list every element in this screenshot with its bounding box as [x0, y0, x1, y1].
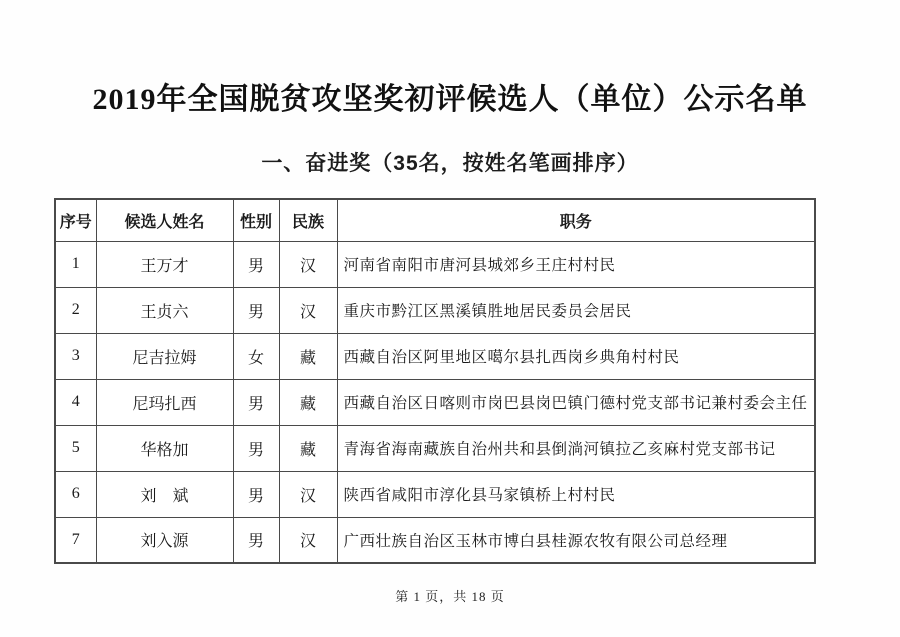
cell-gender: 男: [233, 241, 279, 287]
cell-ethnicity: 汉: [279, 241, 337, 287]
cell-name: 王贞六: [96, 287, 233, 333]
table-row: [55, 241, 815, 287]
table-header-row: [55, 199, 815, 241]
cell-position: 西藏自治区日喀则市岗巴县岗巴镇门德村党支部书记兼村委会主任: [337, 379, 815, 425]
table-header: [55, 199, 815, 241]
header-candidate-name: 候选人姓名: [96, 199, 233, 241]
table-row: [55, 517, 815, 563]
cell-serial: 6: [55, 471, 96, 517]
table-row: [55, 333, 815, 379]
cell-position: 青海省海南藏族自治州共和县倒淌河镇拉乙亥麻村党支部书记: [337, 425, 815, 471]
cell-position: 广西壮族自治区玉林市博白县桂源农牧有限公司总经理: [337, 517, 815, 563]
cell-name: 尼吉拉姆: [96, 333, 233, 379]
cell-serial: 4: [55, 379, 96, 425]
cell-gender: 男: [233, 379, 279, 425]
cell-gender: 男: [233, 425, 279, 471]
cell-position: 西藏自治区阿里地区噶尔县扎西岗乡典角村村民: [337, 333, 815, 379]
cell-serial: 7: [55, 517, 96, 563]
cell-gender: 男: [233, 287, 279, 333]
cell-ethnicity: 藏: [279, 379, 337, 425]
candidates-table: [54, 198, 816, 564]
cell-gender: 男: [233, 471, 279, 517]
cell-name: 王万才: [96, 241, 233, 287]
cell-serial: 5: [55, 425, 96, 471]
page-number-footer: 第 1 页，共 18 页: [395, 589, 505, 604]
cell-ethnicity: 汉: [279, 517, 337, 563]
cell-name: 华格加: [96, 425, 233, 471]
cell-name: 尼玛扎西: [96, 379, 233, 425]
header-gender: 性别: [233, 199, 279, 241]
cell-ethnicity: 藏: [279, 333, 337, 379]
cell-gender: 男: [233, 517, 279, 563]
cell-serial: 1: [55, 241, 96, 287]
cell-position: 河南省南阳市唐河县城郊乡王庄村村民: [337, 241, 815, 287]
table-row: [55, 379, 815, 425]
cell-ethnicity: 藏: [279, 425, 337, 471]
table-row: [55, 425, 815, 471]
cell-position: 重庆市黔江区黑溪镇胜地居民委员会居民: [337, 287, 815, 333]
cell-ethnicity: 汉: [279, 471, 337, 517]
cell-serial: 3: [55, 333, 96, 379]
header-ethnicity: 民族: [279, 199, 337, 241]
table-body: [55, 241, 815, 563]
cell-position: 陕西省咸阳市淳化县马家镇桥上村村民: [337, 471, 815, 517]
cell-name: 刘 斌: [96, 471, 233, 517]
cell-gender: 女: [233, 333, 279, 379]
section-heading: 一、奋进奖（35名，按姓名笔画排序）: [261, 152, 639, 175]
header-position: 职务: [337, 199, 815, 241]
header-serial: 序号: [55, 199, 96, 241]
cell-name: 刘入源: [96, 517, 233, 563]
table-row: [55, 471, 815, 517]
cell-ethnicity: 汉: [279, 287, 337, 333]
table-row: [55, 287, 815, 333]
cell-serial: 2: [55, 287, 96, 333]
page-title: 2019年全国脱贫攻坚奖初评候选人（单位）公示名单: [92, 83, 808, 116]
